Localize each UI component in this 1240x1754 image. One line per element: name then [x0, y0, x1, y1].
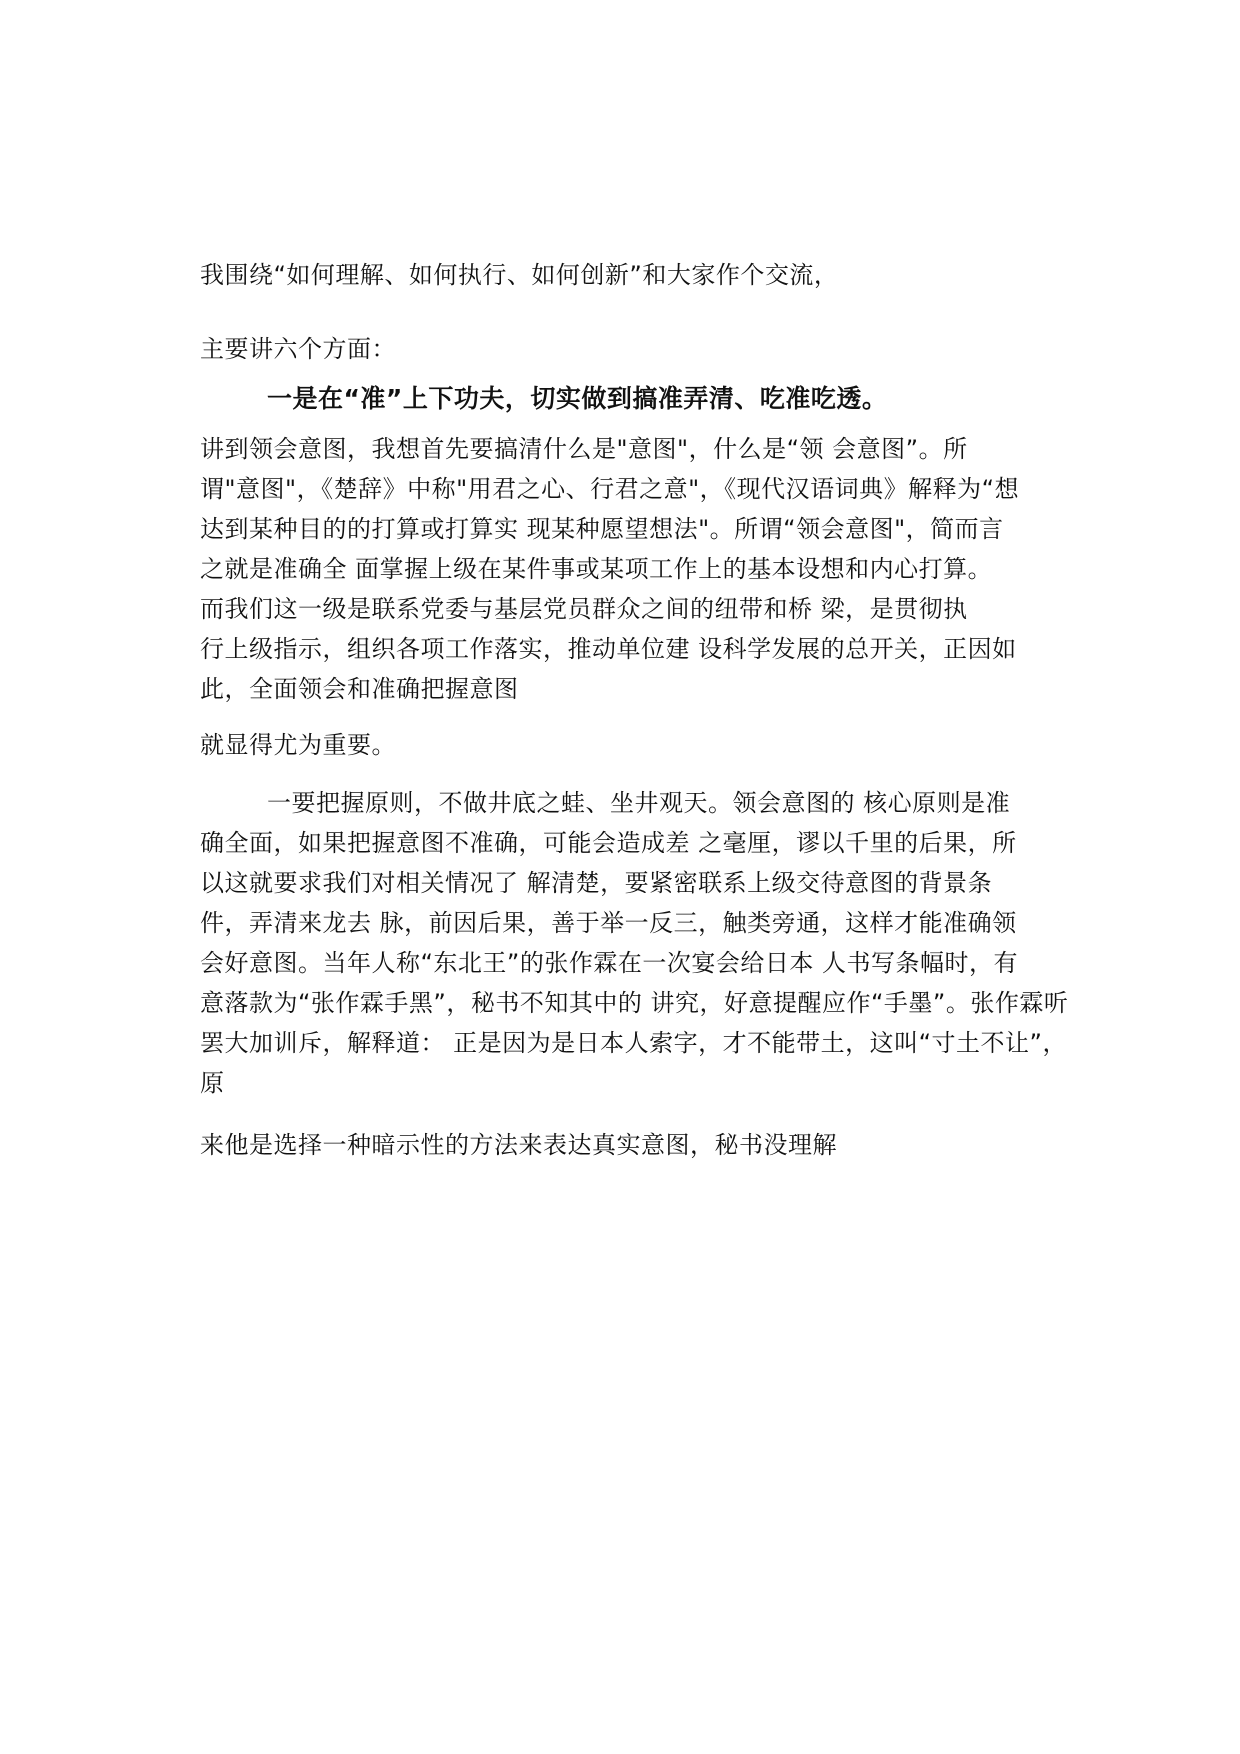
paragraph-line: 件，弄清来龙去 脉，前因后果，善于举一反三，触类旁通，这样才能准确领 [200, 909, 1017, 937]
paragraph-line: 就显得尤为重要。 [200, 731, 396, 759]
intro-line-topics: 主要讲六个方面： [200, 335, 396, 363]
section-heading: 一是在“准”上下功夫，切实做到搞准弄清、吃准吃透。 [267, 384, 888, 413]
paragraph-line: 此，全面领会和准确把握意图 [200, 675, 519, 703]
paragraph-line: 会好意图。当年人称“东北王”的张作霖在一次宴会给日本 人书写条幅时，有 [200, 949, 1018, 977]
paragraph-line: 讲到领会意图，我想首先要搞清什么是"意图"，什么是“领 会意图”。所 [200, 435, 968, 463]
paragraph-line: 而我们这一级是联系党委与基层党员群众之间的纽带和桥 梁，是贯彻执 [200, 595, 968, 623]
intro-line: 我围绕“如何理解、如何执行、如何创新”和大家作个交流， [200, 261, 839, 289]
paragraph-line: 来他是选择一种暗示性的方法来表达真实意图，秘书没理解 [200, 1131, 837, 1159]
paragraph-line: 一要把握原则，不做井底之蛙、坐井观天。领会意图的 核心原则是准 [267, 789, 1011, 817]
paragraph-line: 之就是准确全 面掌握上级在某件事或某项工作上的基本设想和内心打算。 [200, 555, 993, 583]
paragraph-line: 原 [200, 1069, 225, 1097]
paragraph-line: 以这就要求我们对相关情况了 解清楚，要紧密联系上级交待意图的背景条 [200, 869, 993, 897]
paragraph-line: 确全面，如果把握意图不准确，可能会造成差 之毫厘，谬以千里的后果，所 [200, 829, 1017, 857]
paragraph-line: 谓"意图"，《楚辞》中称"用君之心、行君之意"，《现代汉语词典》解释为“想 [200, 475, 1020, 503]
paragraph-line: 意落款为“张作霖手黑”，秘书不知其中的 讲究，好意提醒应作“手墨”。张作霖听 [200, 989, 1069, 1017]
paragraph-line: 达到某种目的的打算或打算实 现某种愿望想法"。所谓“领会意图"，简而言 [200, 515, 1004, 543]
paragraph-line: 罢大加训斥，解释道： 正是因为是日本人索字，才不能带土，这叫“寸土不让”， [200, 1029, 1067, 1057]
paragraph-line: 行上级指示，组织各项工作落实，推动单位建 设科学发展的总开关，正因如 [200, 635, 1017, 663]
